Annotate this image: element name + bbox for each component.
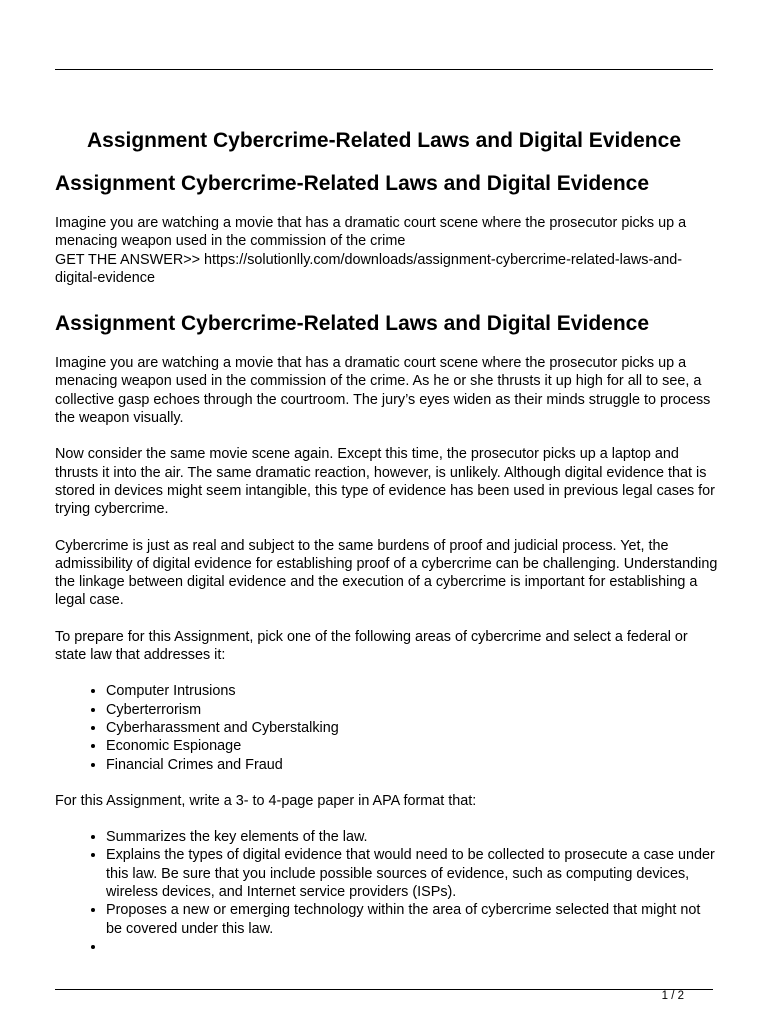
body-paragraph: To prepare for this Assignment, pick one of the following areas of cybercrime and select a federal or state law that addresses it: (55, 628, 688, 664)
list-item: • Computer Intrusions (106, 682, 720, 700)
list-item: • Proposes a new or emerging technology within the area of cybercrime selected that might not be covered under this law. (106, 901, 720, 938)
requirements-list (55, 828, 720, 956)
footer-rule (55, 989, 713, 990)
answer-prefix: GET THE ANSWER>> (55, 251, 205, 268)
body-paragraph: Now consider the same movie scene again. Except this time, the prosecutor picks up a laptop and thrusts it into the air. The same dramatic reaction, however, is unlikely. Although digital evidence that is stored in devices might seem intangible, this type of evidence has been used in previous legal cases for trying cybercrime. (55, 446, 715, 518)
list-item: • Financial Crimes and Fraud (106, 756, 720, 774)
cybercrime-areas-list (55, 682, 720, 773)
page-number: 1 / 2 (661, 990, 684, 1002)
list-item: • Cyberterrorism (106, 701, 720, 719)
intro-paragraph: Imagine you are watching a movie that has a dramatic court scene where the prosecutor picks up a menacing weapon used in the commission of the crime (55, 215, 687, 250)
section-heading: Assignment Cybercrime-Related Laws and Digital Evidence (55, 312, 650, 336)
list-item: • Cyberharassment and Cyberstalking (106, 719, 720, 737)
answer-link[interactable]: https://solutionlly.com/downloads/assignment-cybercrime-related-laws-and-digital-evidence (55, 251, 683, 286)
list-item: • Explains the types of digital evidence that would need to be collected to prosecute a case under this law. Be sure that you include possible sources of evidence, such as computing devices, wireless devices, and Internet service providers (ISPs). (106, 846, 720, 901)
section-heading: Assignment Cybercrime-Related Laws and Digital Evidence (55, 172, 650, 195)
answer-line (55, 251, 720, 288)
document-body (55, 170, 720, 974)
list-item (106, 938, 720, 956)
list-item: • Summarizes the key elements of the law. (106, 828, 720, 846)
intro-block (55, 214, 720, 287)
list-item: • Economic Espionage (106, 737, 720, 755)
body-paragraph: Cybercrime is just as real and subject to the same burdens of proof and judicial process. Yet, the admissibility of digital evidence for establishing proof of a cybercrime can be challenging. Understanding the linkage between digital evidence and the execution of a cybercrime is important for establishing a legal case. (55, 537, 718, 609)
document-title: Assignment Cybercrime-Related Laws and Digital Evidence (86, 129, 681, 152)
body-paragraph: Imagine you are watching a movie that has a dramatic court scene where the prosecutor picks up a menacing weapon used in the commission of the crime. As he or she thrusts it up high for all to see, a collective gasp echoes through the courtroom. The jury’s eyes widen as their minds struggle to process the weapon visually. (55, 355, 711, 427)
body-paragraph: For this Assignment, write a 3- to 4-page paper in APA format that: (55, 792, 477, 809)
header-rule (55, 69, 713, 70)
